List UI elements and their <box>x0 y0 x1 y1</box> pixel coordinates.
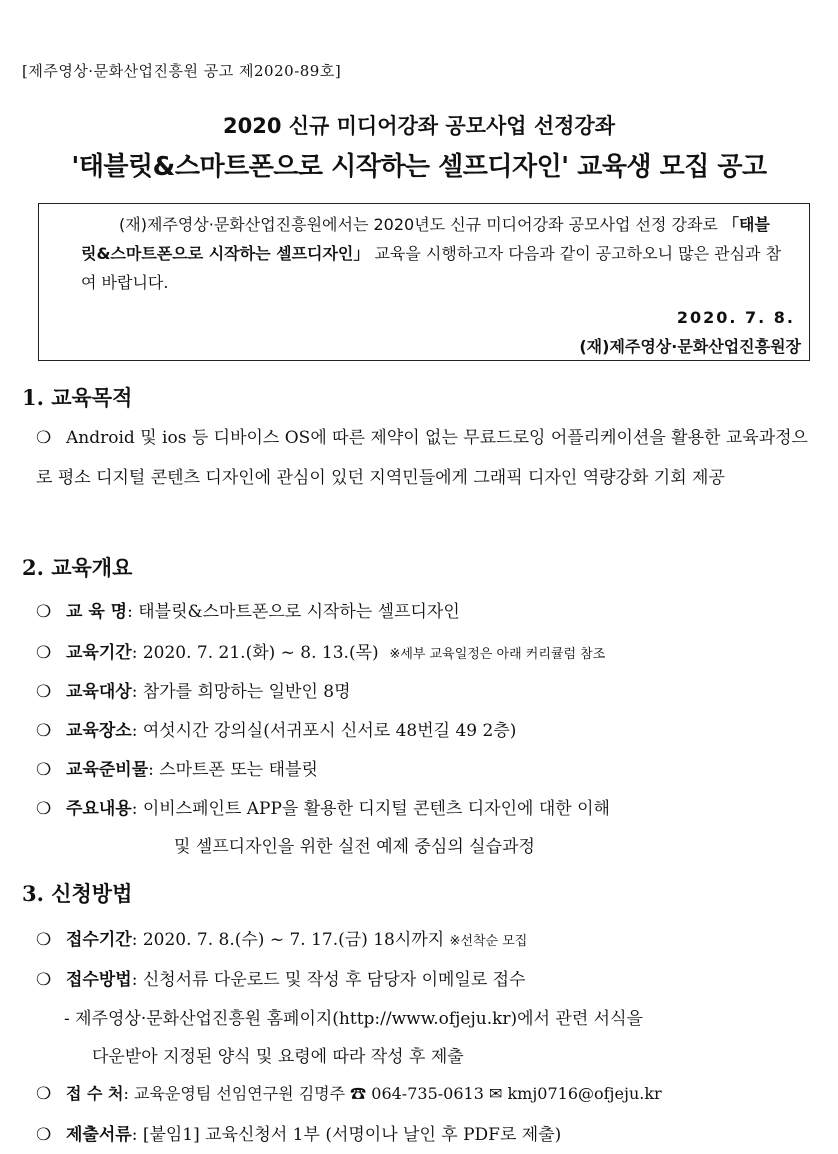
item-value: : 참가를 희망하는 일반인 8명 <box>131 682 351 702</box>
section1-body: Android 및 ios 등 디바이스 OS에 따른 제약이 없는 무료드로잉 어플리케이션을 활용한 교육과정으로 평소 디지털 콘텐츠 디자인에 관심이 있던 지역민들에게 그래픽 디자인 역량강화 기회 제공 <box>36 428 808 488</box>
item-continuation: 및 셀프디자인을 위한 실전 예제 중심의 실습과정 <box>174 837 535 857</box>
bullet-icon: ❍ <box>36 428 52 448</box>
bullet-icon: ❍ <box>36 1125 52 1145</box>
item-value: : 태블릿&스마트폰으로 시작하는 셀프디자인 <box>127 602 460 622</box>
item-label: 접수기간 <box>66 930 132 950</box>
bullet-icon: ❍ <box>36 1084 52 1104</box>
item-note: ※선착순 모집 <box>449 934 528 949</box>
item-value: : 신청서류 다운로드 및 작성 후 담당자 이메일로 접수 <box>131 970 526 990</box>
item-label: 교 육 명 <box>66 602 128 622</box>
item-value: : 이비스페인트 APP을 활용한 디지털 콘텐츠 디자인에 대한 이해 <box>131 799 610 819</box>
item-label: 교육장소 <box>66 721 132 741</box>
bullet-icon: ❍ <box>36 930 52 950</box>
list-item <box>36 677 351 702</box>
list-item <box>36 925 527 950</box>
list-item <box>36 1081 662 1104</box>
intro-box <box>38 203 810 361</box>
bullet-icon: ❍ <box>36 682 52 702</box>
item-label: 교육대상 <box>66 682 132 702</box>
list-item <box>36 755 318 780</box>
section3-heading: 3. 신청방법 <box>22 881 133 906</box>
bullet-icon: ❍ <box>36 799 52 819</box>
bullet-icon: ❍ <box>36 760 52 780</box>
item-label: 접수방법 <box>66 970 132 990</box>
bullet-icon: ❍ <box>36 602 52 622</box>
title-line2: '태블릿&스마트폰으로 시작하는 셀프디자인' 교육생 모집 공고 <box>71 152 767 182</box>
intro-part1: (재)제주영상·문화산업진흥원에서는 2020년도 신규 미디어강좌 공모사업 선정 강좌로 <box>119 215 723 234</box>
item-value: : 여섯시간 강의실(서귀포시 신서로 48번길 49 2층) <box>131 721 517 741</box>
item-note: ※세부 교육일정은 아래 커리큘럼 참조 <box>389 647 606 662</box>
list-item <box>36 716 516 741</box>
section1-heading: 1. 교육목적 <box>22 385 133 410</box>
item-value: : [붙임1] 교육신청서 1부 (서명이나 날인 후 PDF로 제출) <box>131 1125 562 1145</box>
item-label: 교육준비물 <box>66 760 149 780</box>
notice-date: 2020. 7. 8. <box>676 308 795 327</box>
intro-text <box>81 210 785 297</box>
title-line1: 2020 신규 미디어강좌 공모사업 선정강좌 <box>223 114 615 138</box>
item-value: : 스마트폰 또는 태블릿 <box>148 760 318 780</box>
intro-bold-course: 「태블릿&스마트폰으로 시작하는 셀프디자인」 <box>81 215 770 263</box>
bullet-icon: ❍ <box>36 643 52 663</box>
item-value: : 교육운영팀 선임연구원 김명주 ☎ 064-735-0613 ✉ kmj0716@ofjeju.kr <box>123 1084 662 1103</box>
notice-number: [제주영상·문화산업진흥원 공고 제2020-89호] <box>22 62 342 80</box>
list-item <box>36 597 460 622</box>
sub-item-continuation: 다운받아 지정된 양식 및 요령에 따라 작성 후 제출 <box>92 1047 464 1067</box>
item-label: 접 수 처 <box>66 1084 124 1103</box>
section2-heading: 2. 교육개요 <box>22 555 133 580</box>
list-item <box>36 794 610 819</box>
intro-part2: 교육을 시행하고자 다음과 같이 공고하오니 많은 관심과 참여 바랍니다. <box>81 244 782 292</box>
list-item <box>36 965 526 990</box>
list-item <box>36 1120 561 1145</box>
item-value: : 2020. 7. 21.(화) ~ 8. 13.(목) <box>131 643 379 663</box>
section1-text <box>36 418 816 498</box>
sub-item: - 제주영상·문화산업진흥원 홈페이지(http://www.ofjeju.kr)에서 관련 서식을 <box>64 1009 643 1029</box>
item-label: 교육기간 <box>66 643 132 663</box>
item-label: 제출서류 <box>66 1125 132 1145</box>
issuing-org: (재)제주영상·문화산업진흥원장 <box>579 337 801 356</box>
item-label: 주요내용 <box>66 799 132 819</box>
bullet-icon: ❍ <box>36 970 52 990</box>
list-item <box>36 638 605 663</box>
bullet-icon: ❍ <box>36 721 52 741</box>
item-value: : 2020. 7. 8.(수) ~ 7. 17.(금) 18시까지 <box>131 930 445 950</box>
